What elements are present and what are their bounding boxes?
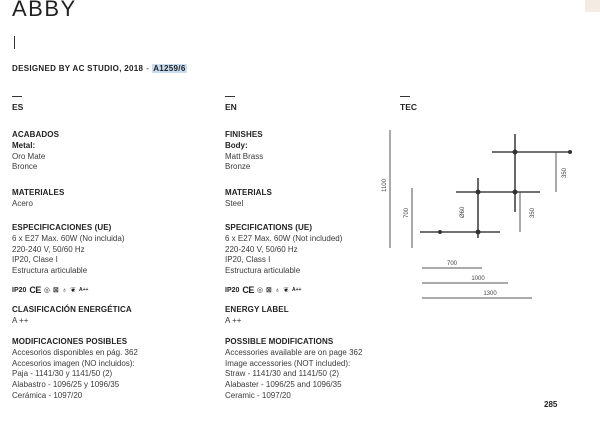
dim-label-w700: 700: [446, 261, 458, 267]
product-code[interactable]: A1259/6: [153, 64, 186, 73]
ip20-icon: IP20: [12, 286, 27, 294]
es-specs-line: 6 x E27 Max. 60W (No incluida): [12, 233, 125, 243]
designer-text: DESIGNED BY AC STUDIO, 2018: [12, 64, 144, 73]
es-mods-line: Accesorios imagen (NO incluidos):: [12, 358, 135, 368]
column-heading-tec: TEC: [400, 102, 417, 112]
dim-label-350-top: 350: [562, 167, 568, 178]
en-mods-line: Straw - 1141/30 and 1141/50 (2): [225, 369, 339, 379]
bulb-icon: ♁: [61, 286, 68, 294]
technical-drawing: [360, 120, 590, 305]
energy-class-icon: A++: [292, 286, 302, 293]
en-mods-title: POSSIBLE MODIFICATIONS: [225, 337, 334, 346]
es-energy-section: [12, 305, 202, 327]
es-specs-line: Estructura articulable: [12, 266, 88, 276]
designer-line: [12, 64, 187, 73]
en-mods-section: [225, 337, 415, 402]
weee-bin-icon: ⊠: [53, 286, 59, 294]
top-right-band: [585, 0, 600, 12]
es-mods-section: [12, 337, 202, 402]
dim-label-1100: 1100: [382, 179, 388, 192]
en-specs-line: 6 x E27 Max. 60W (Not included): [225, 233, 343, 243]
column-heading-es: ES: [12, 102, 24, 112]
en-finishes-line: Body:: [225, 140, 248, 150]
weee-bin-icon: ⊠: [266, 286, 272, 294]
lamp-structure: [420, 134, 570, 238]
leaf-icon: ❦: [70, 286, 77, 294]
circle-icon: ◎: [43, 286, 51, 294]
dim-label-350-mid: 350: [530, 207, 536, 218]
es-materials-title: MATERIALES: [12, 188, 65, 197]
en-materials-line: Steel: [225, 198, 244, 208]
en-finishes-line: Matt Brass: [225, 151, 264, 161]
en-energy-title: ENERGY LABEL: [225, 305, 289, 314]
en-mods-line: Accessories available are on page 362: [225, 347, 363, 357]
en-specs-title: SPECIFICATIONS (UE): [225, 223, 313, 232]
es-finishes-line: Bronce: [12, 162, 38, 172]
es-specs-section: [12, 223, 202, 277]
en-materials-title: MATERIALS: [225, 188, 272, 197]
es-mods-line: Accesorios disponibles en pág. 362: [12, 347, 138, 357]
es-energy-title: CLASIFICACIÓN ENERGÉTICA: [12, 305, 132, 314]
dim-label-700: 700: [404, 207, 410, 218]
es-specs-line: IP20, Clase I: [12, 255, 58, 265]
designer-separator: -: [146, 64, 150, 73]
dim-label-diameter: Ø60: [460, 206, 466, 218]
es-mods-line: Cerámica - 1097/20: [12, 390, 83, 400]
es-mods-title: MODIFICACIONES POSIBLES: [12, 337, 128, 346]
es-certification-icons: [12, 285, 202, 295]
en-mods-line: Ceramic - 1097/20: [225, 390, 291, 400]
ip20-icon: IP20: [225, 286, 240, 294]
product-title: ABBY: [12, 0, 77, 21]
column-dash: [12, 96, 22, 97]
es-finishes-line: Metal:: [12, 140, 36, 150]
column-heading-en: EN: [225, 102, 237, 112]
es-specs-line: 220-240 V, 50/60 Hz: [12, 244, 85, 254]
es-mods-line: Paja - 1141/30 y 1141/50 (2): [12, 369, 113, 379]
ce-mark-icon: CE: [29, 284, 41, 295]
es-specs-title: ESPECIFICACIONES (UE): [12, 223, 112, 232]
es-materials-line: Acero: [12, 198, 33, 208]
dim-label-w1300: 1300: [483, 291, 497, 297]
es-materials-section: [12, 188, 202, 210]
bulb-icon: ♁: [274, 286, 281, 294]
en-finishes-title: FINISHES: [225, 130, 263, 139]
column-dash: [225, 96, 235, 97]
en-mods-line: Alabaster - 1096/25 and 1096/35: [225, 380, 342, 390]
en-specs-line: Estructura articulable: [225, 266, 301, 276]
es-finishes-section: [12, 130, 202, 173]
text-cursor: [14, 36, 15, 49]
en-mods-line: Image accessories (NOT included):: [225, 358, 351, 368]
en-specs-line: IP20, Class I: [225, 255, 271, 265]
en-energy-section: [225, 305, 415, 327]
en-finishes-line: Bronze: [225, 162, 251, 172]
es-mods-line: Alabastro - 1096/25 y 1096/35: [12, 380, 120, 390]
es-finishes-line: Oro Mate: [12, 151, 46, 161]
circle-icon: ◎: [256, 286, 264, 294]
en-specs-line: 220-240 V, 50/60 Hz: [225, 244, 298, 254]
column-es: [12, 96, 202, 126]
dim-label-w1000: 1000: [471, 276, 485, 282]
energy-class-icon: A++: [79, 286, 89, 293]
leaf-icon: ❦: [283, 286, 290, 294]
es-energy-line: A ++: [12, 315, 29, 325]
page-number: 285: [544, 400, 558, 409]
es-finishes-title: ACABADOS: [12, 130, 60, 139]
ce-mark-icon: CE: [242, 284, 254, 295]
en-energy-line: A ++: [225, 315, 242, 325]
column-dash: [400, 96, 410, 97]
